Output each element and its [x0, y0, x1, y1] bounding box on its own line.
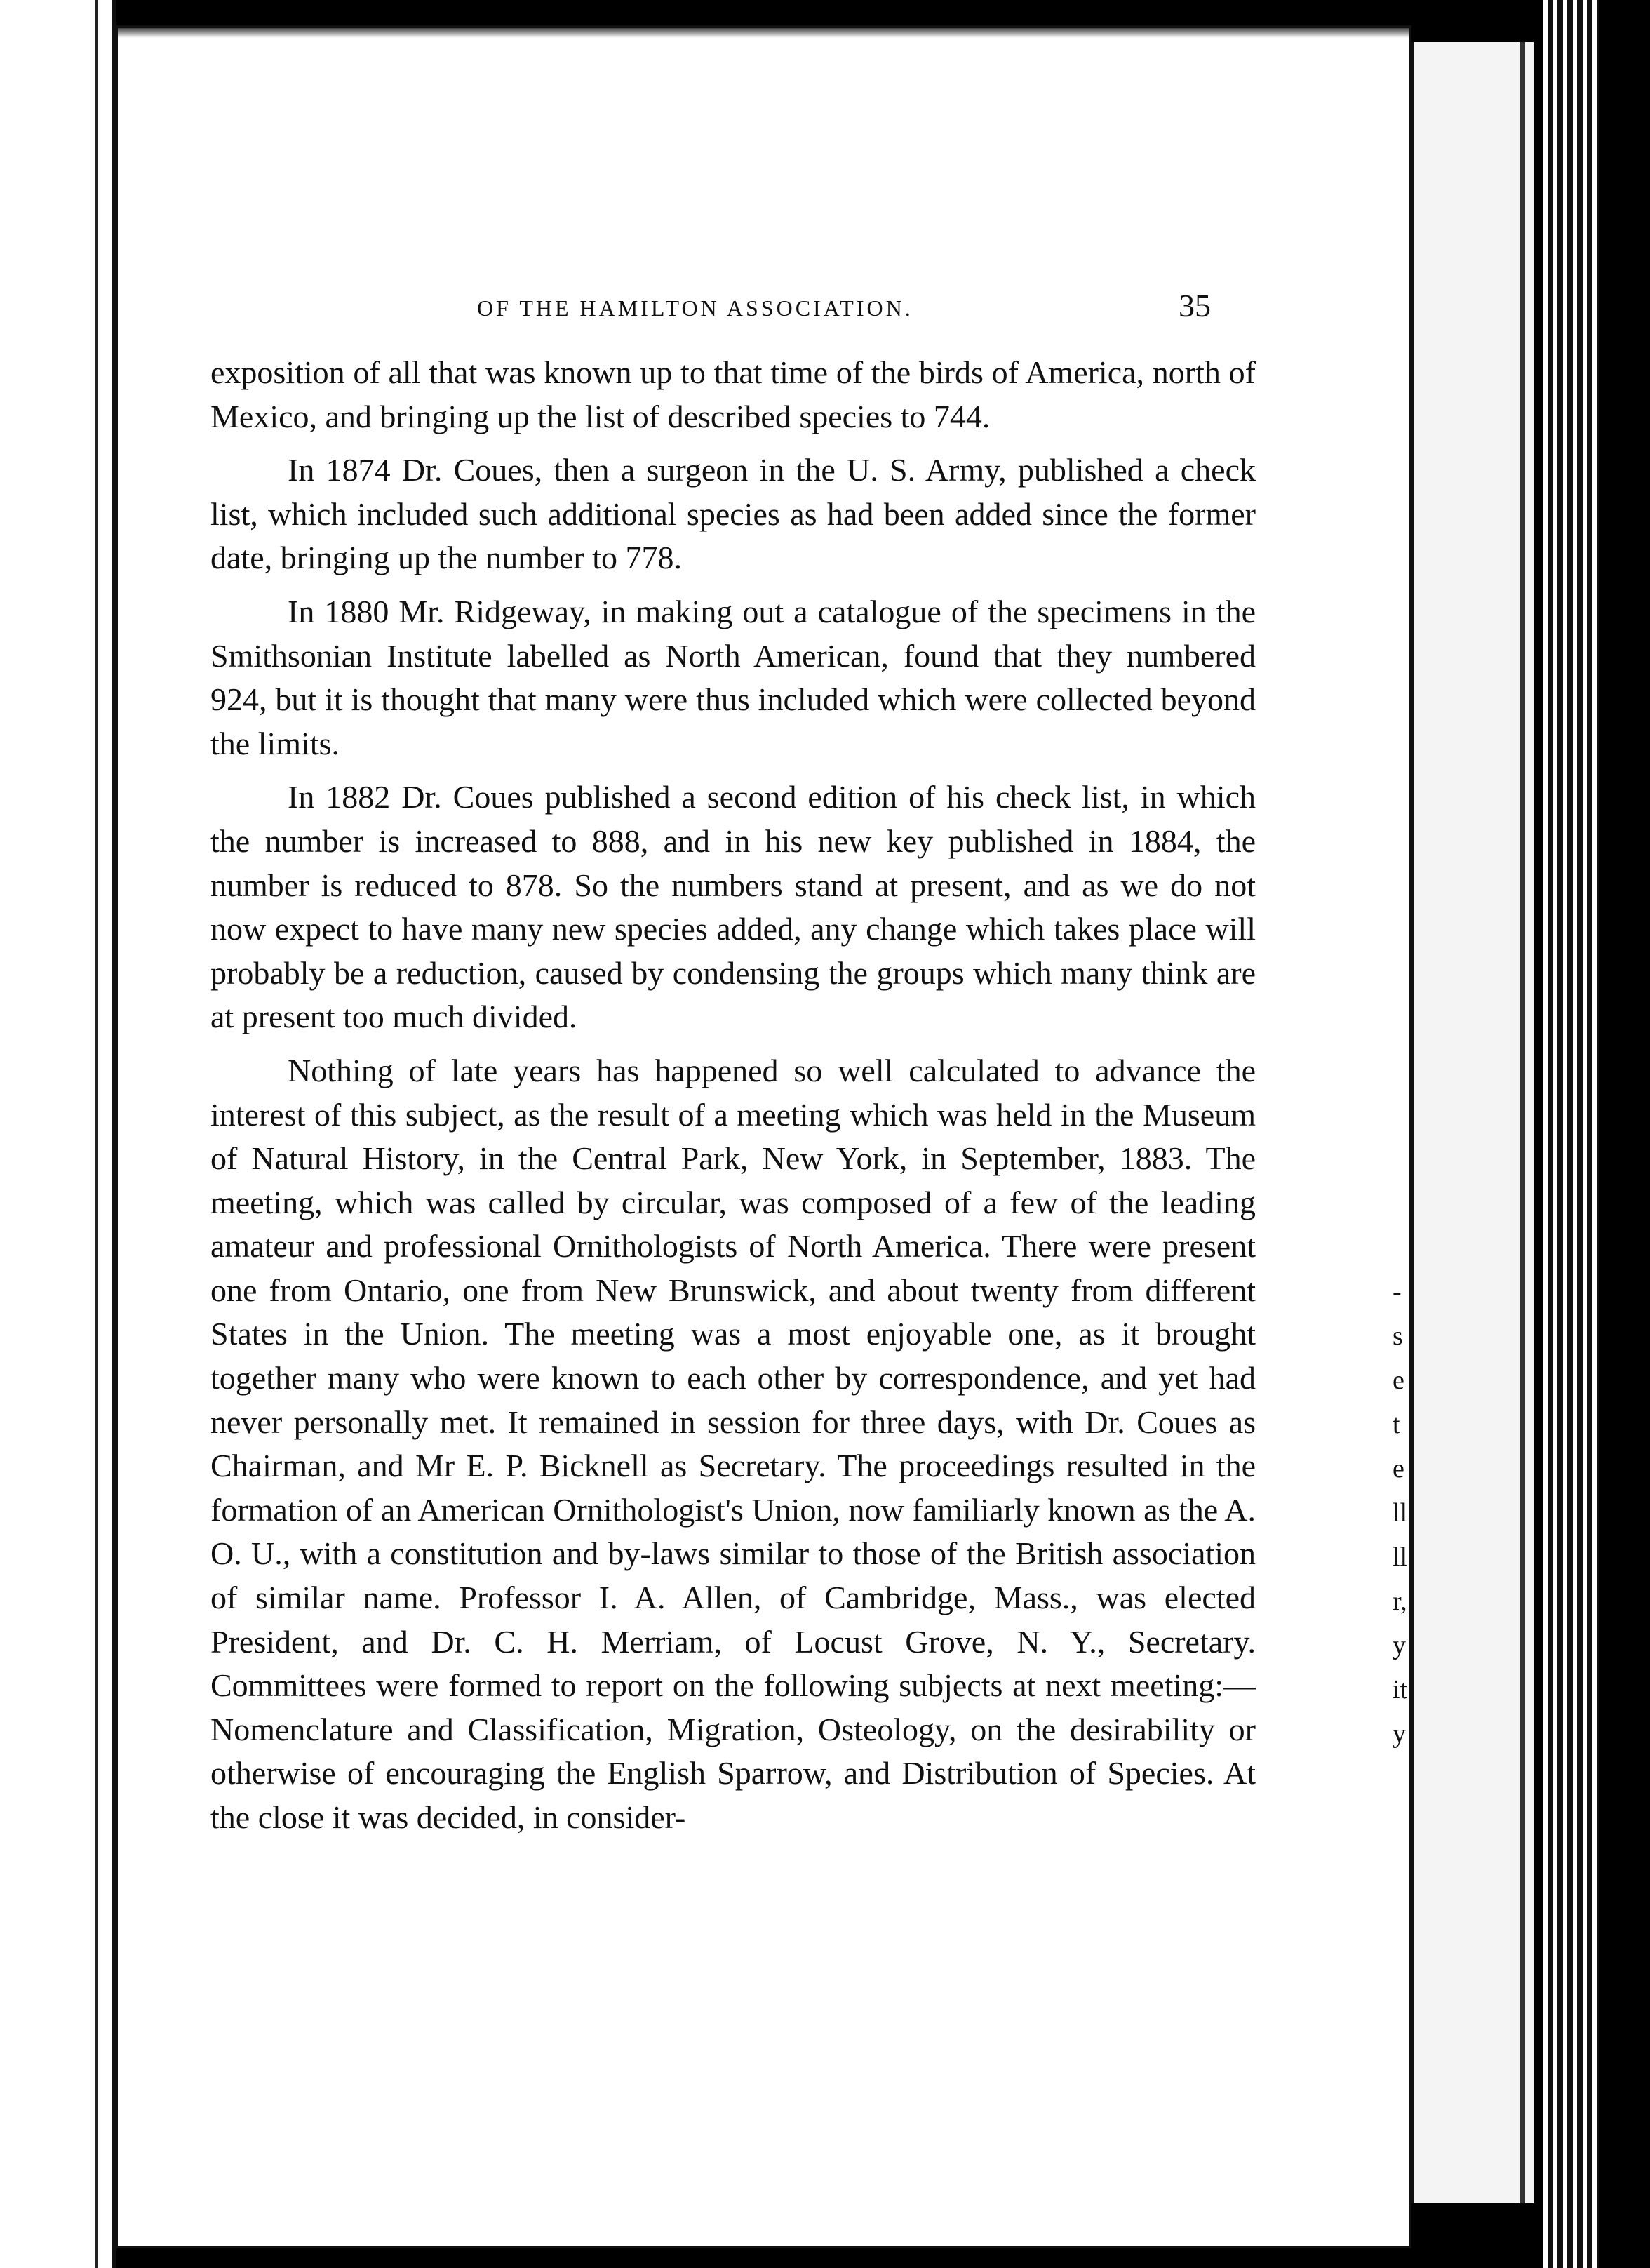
bleed-fragment: it: [1393, 1675, 1408, 1705]
bleed-fragment: y: [1393, 1719, 1406, 1749]
paragraph-1874: In 1874 Dr. Coues, then a surgeon in the U. S. Army, published a check list, which included such additional species as had been added since the former date, bringing up the number to 778.: [210, 452, 1256, 576]
previous-page-edge: [0, 0, 116, 2268]
bleed-fragment: -: [1393, 1277, 1402, 1307]
next-pages-edge: [1410, 42, 1534, 2203]
body-text: [210, 351, 1256, 1850]
page-number: 35: [1179, 288, 1211, 323]
bleed-fragment: ll: [1393, 1542, 1408, 1572]
bleed-through-fragments: [1393, 1270, 1435, 1756]
running-title: OF THE HAMILTON ASSOCIATION.: [477, 295, 913, 321]
bleed-fragment: ll: [1393, 1498, 1408, 1528]
paragraph-1882: In 1882 Dr. Coues published a second edition of his check list, in which the number is increased to 888, and in his new key published in 1884, the number is reduced to 878. So the numbers stand at present, and as we do not now expect to have many new species added, any change which takes place will probably be a reduction, caused by condensing the groups which many think are at present too much divided.: [210, 779, 1256, 1035]
bleed-fragment: r,: [1393, 1587, 1407, 1616]
bleed-fragment: y: [1393, 1631, 1406, 1660]
paragraph-1880: In 1880 Mr. Ridgeway, in making out a catalogue of the specimens in the Smithsonian Institute labelled as North American, found that they numbered 924, but it is thought that many were thus included which were collected beyond the limits.: [210, 593, 1256, 761]
bleed-fragment: e: [1393, 1454, 1404, 1483]
paragraph-meeting: Nothing of late years has happened so well calculated to advance the interest of this subject, as the result of a meeting which was held in the Museum of Natural History, in the Central Park, New York, in September, 1883. The meeting, which was called by circular, was composed of a few of the leading amateur and professional Ornithologists of North America. There were present one from Ontario, one from New Brunswick, and about twenty from different States in the Union. The meeting was a most enjoyable one, as it brought together many who were known to each other by correspondence, and yet had never personally met. It remained in session for three days, with Dr. Coues as Chairman, and Mr E. P. Bicknell as Secretary. The proceedings resulted in the formation of an American Ornithologist's Union, now familiarly known as the A. O. U., with a constitution and by-laws similar to those of the British association of similar name. Professor I. A. Allen, of Cambridge, Mass., was elected President, and Dr. C. H. Merriam, of Locust Grove, N. Y., Secretary. Committees were formed to report on the following subjects at next meeting:— Nomenclature and Classification, Migration, Osteology, on the desirability or otherwise of encouraging the English Sparrow, and Distribution of Species. At the close it was decided, in consider-: [210, 1052, 1256, 1835]
book-edge: [1536, 0, 1650, 2268]
bleed-fragment: t: [1393, 1410, 1400, 1439]
running-head: [358, 277, 1424, 326]
paragraph-continuation: exposition of all that was known up to that time of the birds of America, north of Mexico, and bringing up the list of described species to 744.: [210, 354, 1256, 434]
bleed-fragment: e: [1393, 1366, 1404, 1395]
bleed-fragment: s: [1393, 1321, 1403, 1351]
